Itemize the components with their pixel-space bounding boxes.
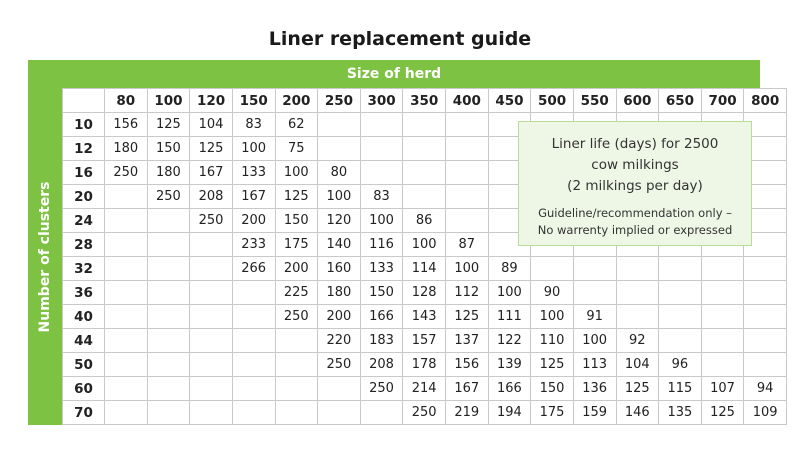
liner-life-cell: 125 (275, 185, 318, 209)
herd-size-column-header: 800 (744, 89, 787, 113)
liner-life-cell (701, 353, 744, 377)
liner-life-cell (232, 281, 275, 305)
liner-life-cell: 100 (232, 137, 275, 161)
herd-size-column-header: 120 (190, 89, 233, 113)
liner-life-cell: 104 (616, 353, 659, 377)
table-row (63, 305, 787, 329)
liner-life-cell: 87 (446, 233, 489, 257)
note-line-1: Liner life (days) for 2500 (551, 136, 719, 152)
liner-life-cell: 94 (744, 377, 787, 401)
page-title: Liner replacement guide (268, 28, 532, 50)
herd-size-header: Size of herd (346, 66, 442, 82)
liner-life-cell (616, 305, 659, 329)
liner-life-cell: 250 (403, 401, 446, 425)
cluster-count-cell: 12 (63, 137, 105, 161)
liner-life-cell: 250 (147, 185, 190, 209)
table-row (63, 353, 787, 377)
liner-life-cell (105, 281, 148, 305)
liner-life-cell: 91 (573, 305, 616, 329)
liner-life-cell: 100 (318, 185, 361, 209)
liner-life-cell: 83 (360, 185, 403, 209)
liner-life-cell (232, 305, 275, 329)
liner-life-cell (147, 281, 190, 305)
liner-life-cell: 250 (318, 353, 361, 377)
liner-life-cell (105, 233, 148, 257)
liner-life-cell (744, 257, 787, 281)
liner-life-cell (105, 185, 148, 209)
liner-life-cell: 159 (573, 401, 616, 425)
liner-life-cell: 166 (488, 377, 531, 401)
liner-life-note (518, 121, 752, 246)
liner-life-cell: 200 (232, 209, 275, 233)
herd-size-column-header: 150 (232, 89, 275, 113)
liner-life-cell (318, 377, 361, 401)
liner-life-cell: 150 (360, 281, 403, 305)
liner-life-cell (147, 377, 190, 401)
liner-life-cell: 250 (190, 209, 233, 233)
liner-life-cell (190, 377, 233, 401)
liner-life-cell: 107 (701, 377, 744, 401)
liner-life-cell: 220 (318, 329, 361, 353)
herd-size-column-header: 550 (573, 89, 616, 113)
liner-life-cell (275, 401, 318, 425)
liner-life-cell: 109 (744, 401, 787, 425)
liner-life-cell (446, 137, 489, 161)
liner-life-cell: 167 (190, 161, 233, 185)
column-header-row (63, 89, 787, 113)
liner-life-cell (318, 137, 361, 161)
liner-life-cell (105, 209, 148, 233)
liner-life-cell (318, 113, 361, 137)
liner-life-cell: 250 (275, 305, 318, 329)
liner-life-cell (190, 401, 233, 425)
liner-life-cell (616, 257, 659, 281)
herd-size-column-header: 80 (105, 89, 148, 113)
liner-life-cell: 104 (190, 113, 233, 137)
clusters-label-text: Number of clusters (37, 181, 53, 332)
liner-life-cell: 128 (403, 281, 446, 305)
liner-life-cell: 100 (275, 161, 318, 185)
liner-life-cell: 89 (488, 257, 531, 281)
liner-life-cell (232, 329, 275, 353)
liner-life-cell: 122 (488, 329, 531, 353)
cluster-count-cell: 20 (63, 185, 105, 209)
liner-life-cell (190, 305, 233, 329)
liner-life-cell (531, 257, 574, 281)
liner-life-cell: 115 (659, 377, 702, 401)
liner-life-cell: 167 (446, 377, 489, 401)
liner-life-cell: 143 (403, 305, 446, 329)
liner-life-cell: 80 (318, 161, 361, 185)
liner-life-cell: 167 (232, 185, 275, 209)
note-sub-2: No warrenty implied or expressed (537, 223, 733, 237)
herd-size-column-header: 700 (701, 89, 744, 113)
cluster-count-cell: 36 (63, 281, 105, 305)
liner-life-cell (446, 209, 489, 233)
liner-life-cell (190, 281, 233, 305)
liner-life-cell: 180 (105, 137, 148, 161)
liner-life-cell (275, 353, 318, 377)
liner-life-cell: 175 (275, 233, 318, 257)
liner-life-cell (360, 161, 403, 185)
liner-life-cell: 233 (232, 233, 275, 257)
liner-life-cell: 83 (232, 113, 275, 137)
liner-life-cell: 92 (616, 329, 659, 353)
liner-life-cell (105, 305, 148, 329)
herd-size-column-header: 350 (403, 89, 446, 113)
liner-life-cell: 125 (616, 377, 659, 401)
liner-life-cell: 136 (573, 377, 616, 401)
liner-life-cell (403, 113, 446, 137)
liner-life-cell (190, 233, 233, 257)
liner-life-cell (190, 353, 233, 377)
liner-life-cell (659, 257, 702, 281)
liner-life-cell (659, 329, 702, 353)
liner-life-cell: 214 (403, 377, 446, 401)
liner-life-cell: 219 (446, 401, 489, 425)
liner-life-cell: 183 (360, 329, 403, 353)
liner-life-cell: 90 (531, 281, 574, 305)
cluster-count-cell: 70 (63, 401, 105, 425)
liner-life-cell: 266 (232, 257, 275, 281)
liner-life-cell: 178 (403, 353, 446, 377)
liner-life-cell: 86 (403, 209, 446, 233)
liner-life-cell: 166 (360, 305, 403, 329)
liner-life-cell (105, 401, 148, 425)
herd-size-column-header: 600 (616, 89, 659, 113)
cluster-count-cell: 16 (63, 161, 105, 185)
liner-life-cell: 125 (147, 113, 190, 137)
cluster-count-cell: 60 (63, 377, 105, 401)
note-line-3: (2 milkings per day) (567, 178, 703, 194)
liner-life-cell: 160 (318, 257, 361, 281)
liner-life-cell (446, 161, 489, 185)
table-row (63, 377, 787, 401)
liner-life-cell (147, 329, 190, 353)
liner-life-cell (318, 401, 361, 425)
liner-life-cell: 150 (147, 137, 190, 161)
liner-life-cell (275, 377, 318, 401)
liner-life-cell: 194 (488, 401, 531, 425)
liner-life-cell: 133 (232, 161, 275, 185)
liner-life-cell (147, 209, 190, 233)
liner-life-cell (744, 353, 787, 377)
liner-life-cell: 113 (573, 353, 616, 377)
corner-cell (63, 89, 105, 113)
liner-life-cell (701, 281, 744, 305)
liner-life-cell (701, 305, 744, 329)
liner-life-cell: 100 (531, 305, 574, 329)
liner-life-cell: 100 (446, 257, 489, 281)
liner-life-cell: 100 (360, 209, 403, 233)
liner-life-cell: 157 (403, 329, 446, 353)
liner-life-cell (360, 401, 403, 425)
liner-life-cell: 200 (275, 257, 318, 281)
liner-life-cell: 110 (531, 329, 574, 353)
cluster-count-cell: 44 (63, 329, 105, 353)
liner-life-cell: 114 (403, 257, 446, 281)
liner-life-cell (147, 401, 190, 425)
cluster-count-cell: 24 (63, 209, 105, 233)
liner-life-cell (573, 257, 616, 281)
cluster-count-cell: 28 (63, 233, 105, 257)
liner-life-cell (403, 185, 446, 209)
liner-life-cell (232, 377, 275, 401)
liner-life-cell: 175 (531, 401, 574, 425)
liner-life-cell: 250 (105, 161, 148, 185)
table-row (63, 329, 787, 353)
cluster-count-cell: 10 (63, 113, 105, 137)
liner-life-cell (446, 113, 489, 137)
liner-life-cell (744, 305, 787, 329)
liner-life-cell: 150 (531, 377, 574, 401)
clusters-axis-label (28, 88, 62, 425)
liner-life-cell: 112 (446, 281, 489, 305)
liner-life-cell (701, 257, 744, 281)
herd-size-column-header: 300 (360, 89, 403, 113)
liner-life-cell: 96 (659, 353, 702, 377)
table-row (63, 257, 787, 281)
liner-life-cell (403, 137, 446, 161)
note-line-2: cow milkings (591, 157, 679, 173)
liner-life-cell: 137 (446, 329, 489, 353)
liner-life-cell (190, 257, 233, 281)
herd-size-column-header: 650 (659, 89, 702, 113)
liner-life-cell (275, 329, 318, 353)
liner-life-cell (403, 161, 446, 185)
liner-life-cell (701, 329, 744, 353)
herd-size-column-header: 100 (147, 89, 190, 113)
liner-life-cell: 200 (318, 305, 361, 329)
liner-life-cell: 208 (190, 185, 233, 209)
liner-life-cell (659, 305, 702, 329)
liner-life-cell: 133 (360, 257, 403, 281)
liner-life-cell (147, 305, 190, 329)
liner-life-cell (744, 329, 787, 353)
herd-size-column-header: 200 (275, 89, 318, 113)
liner-life-cell: 146 (616, 401, 659, 425)
note-sub-1: Guideline/recommendation only – (538, 206, 732, 220)
liner-life-cell: 100 (488, 281, 531, 305)
liner-life-cell: 125 (531, 353, 574, 377)
liner-life-cell (232, 401, 275, 425)
liner-life-cell: 120 (318, 209, 361, 233)
liner-life-cell: 140 (318, 233, 361, 257)
liner-life-cell: 100 (403, 233, 446, 257)
table-row (63, 281, 787, 305)
liner-life-cell: 116 (360, 233, 403, 257)
liner-life-cell (105, 377, 148, 401)
liner-life-cell (616, 281, 659, 305)
herd-size-column-header: 450 (488, 89, 531, 113)
liner-life-cell: 180 (318, 281, 361, 305)
liner-life-cell: 125 (446, 305, 489, 329)
liner-life-cell: 100 (573, 329, 616, 353)
liner-life-cell (105, 257, 148, 281)
liner-life-cell: 150 (275, 209, 318, 233)
liner-life-cell (573, 281, 616, 305)
liner-life-cell: 156 (446, 353, 489, 377)
liner-life-cell (147, 233, 190, 257)
liner-life-cell: 125 (701, 401, 744, 425)
table-row (63, 401, 787, 425)
liner-life-cell: 156 (105, 113, 148, 137)
liner-life-cell: 139 (488, 353, 531, 377)
liner-life-cell (147, 353, 190, 377)
liner-life-cell (360, 137, 403, 161)
liner-life-cell: 62 (275, 113, 318, 137)
liner-life-cell (446, 185, 489, 209)
herd-size-column-header: 500 (531, 89, 574, 113)
liner-life-cell: 125 (190, 137, 233, 161)
liner-life-cell: 111 (488, 305, 531, 329)
herd-size-column-header: 400 (446, 89, 489, 113)
liner-life-cell: 250 (360, 377, 403, 401)
cluster-count-cell: 50 (63, 353, 105, 377)
liner-life-cell (105, 329, 148, 353)
liner-life-cell (360, 113, 403, 137)
note-main-text (519, 134, 751, 197)
liner-life-cell: 180 (147, 161, 190, 185)
liner-life-cell (105, 353, 148, 377)
liner-life-cell: 225 (275, 281, 318, 305)
cluster-count-cell: 32 (63, 257, 105, 281)
cluster-count-cell: 40 (63, 305, 105, 329)
liner-life-cell: 135 (659, 401, 702, 425)
note-disclaimer (519, 205, 751, 239)
liner-life-cell: 75 (275, 137, 318, 161)
liner-life-cell (659, 281, 702, 305)
liner-life-cell (744, 281, 787, 305)
liner-life-cell (190, 329, 233, 353)
herd-size-column-header: 250 (318, 89, 361, 113)
liner-life-cell: 208 (360, 353, 403, 377)
liner-life-cell (232, 353, 275, 377)
liner-life-cell (147, 257, 190, 281)
